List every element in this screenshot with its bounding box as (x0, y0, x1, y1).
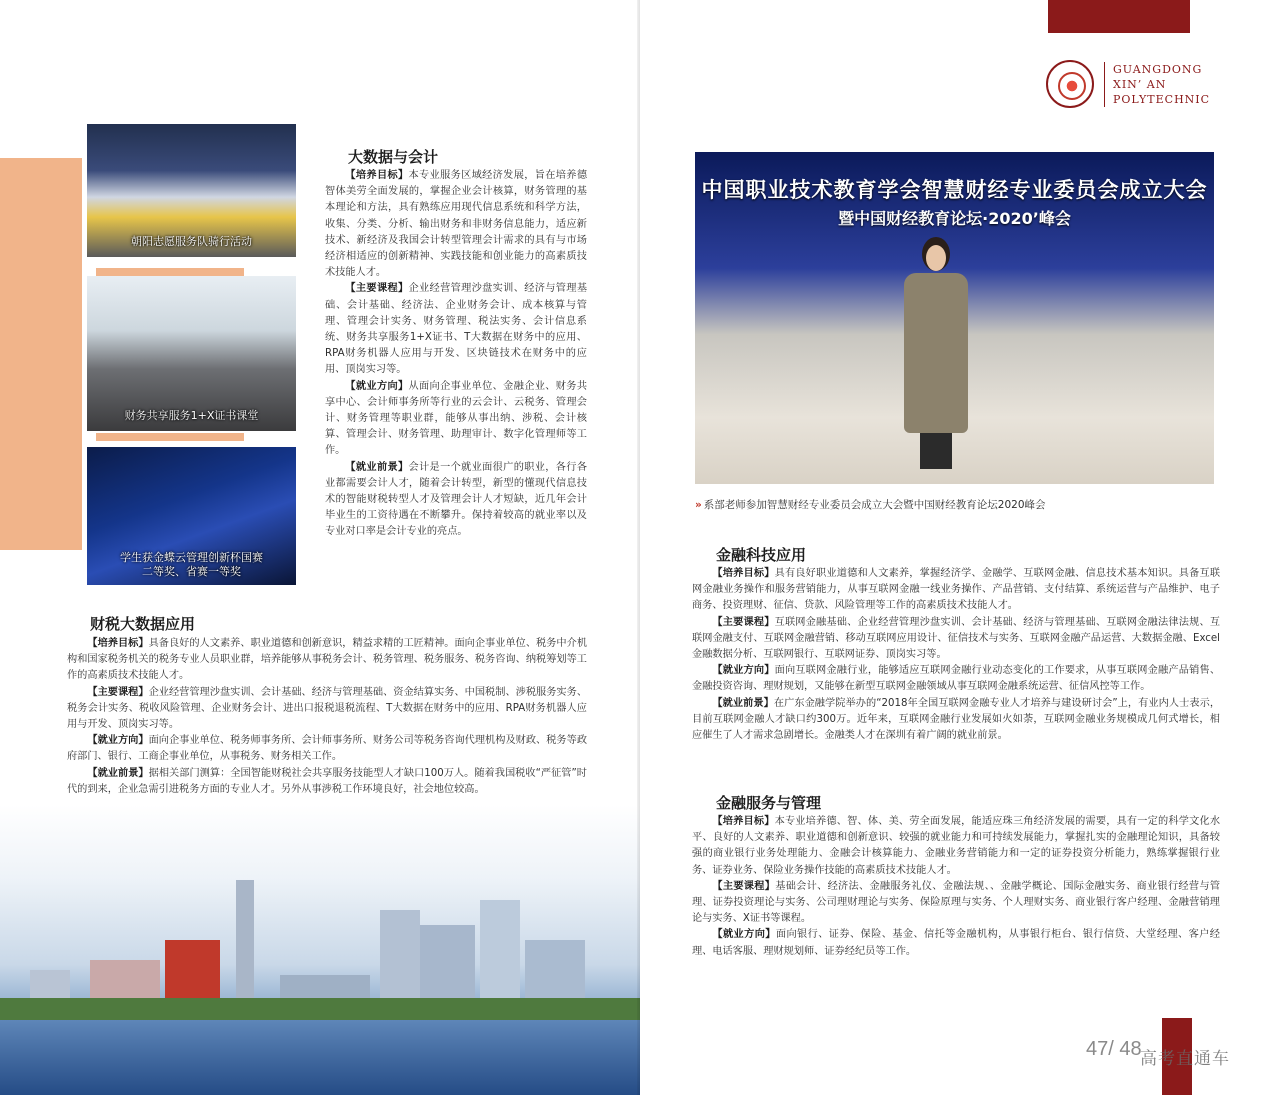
paragraph-job (67, 733, 587, 765)
text-future: 据相关部门测算：全国智能财税社会共享服务技能型人才缺口100万人。随着我国税收“严征管”时代的到来，企业急需引进税务方面的专业人才。另外从事涉税工作环境良好，社会地位较高。 (67, 767, 587, 795)
section-title: 金融服务与管理 (716, 794, 822, 812)
teacher-figure (900, 237, 970, 472)
paragraph-future (325, 460, 587, 541)
orange-side-bar (0, 158, 82, 550)
text-goal: 具有良好职业道德和人文素养，掌握经济学、金融学、互联网金融、信息技术基本知识。具备互联网金融业务操作和服务营销能力，从事互联网金融一线业务操作、产品营销、支付结算、系统运营与产品维护、电子商务、投资理财、征信、贷款、风险管理等工作的高素质技术技能人才。 (692, 568, 1221, 612)
city-skyline-image (0, 805, 640, 1095)
paragraph-course (325, 281, 587, 378)
text-job: 面向银行、证券、保险、基金、信托等金融机构，从事银行柜台、银行信贷、大堂经理、客户经理、电话客服、理财规划师、证券经纪员等工作。 (692, 929, 1220, 957)
section-body-fintech (692, 566, 1220, 744)
page-number: 47/ 48 (1086, 1038, 1142, 1060)
text-course: 互联网金融基础、企业经营管理沙盘实训、会计基础、经济与管理基础、互联网金融法律法规、互联网金融支付、互联网金融营销、移动互联网应用设计、征信技术与实务、互联网金融产品运营、大数据金融、Excel金融数据分析、互联网银行、互联网证券、顶岗实习等。 (692, 616, 1221, 661)
text-goal: 具备良好的人文素养、职业道德和创新意识，精益求精的工匠精神。面向企事业单位、税务中介机构和国家税务机关的税务专业人员职业群，培养能够从事税务会计、税务管理、税务服务、税务咨询、纳税筹划等工作的高素质技术技能人才。 (67, 638, 588, 682)
text-goal: 本专业培养德、智、体、美、劳全面发展，能适应珠三角经济发展的需要，具有一定的科学文化水平、良好的人文素养、职业道德和创新意识、较强的就业能力和可持续发展能力，掌握扎实的金融理论知识，具备较强的商业银行业务处理能力、金融会计核算能力、金融业务营销能力和一定的证券投资分析能力，熟练掌握银行业务、证券业务、保险业务操作技能的高素质技术技能人才。 (692, 816, 1221, 876)
school-name-english (1104, 62, 1210, 107)
conference-banner-subtitle: 暨中国财经教育论坛·2020’峰会 (838, 209, 1071, 228)
photo-accent-bar (96, 268, 244, 276)
text-course: 企业经营管理沙盘实训、经济与管理基础、会计基础、经济法、企业财务会计、成本核算与管理、管理会计实务、财务管理、税法实务、会计信息系统、财务共享服务1+X证书、T大数据在财务中的应用、RPA财务机器人应用与开发、区块链技术在财务中的应用、顶岗实习等。 (325, 283, 588, 376)
label-course: 【主要课程】 (712, 880, 776, 892)
photo-accent-bar (96, 433, 244, 441)
paragraph-course (67, 685, 587, 734)
conference-photo-caption (695, 497, 1046, 512)
text-job: 从面向企事业单位、金融企业、财务共享中心、会计师事务所等行业的云会计、云税务、管理会计、财务管理等职业群，能够从事出纳、涉税、会计核算、管理会计、财务管理、助理审计、数字化管理师等工作。 (325, 380, 588, 457)
photo-award-ceremony (87, 447, 296, 585)
paragraph-goal (692, 814, 1220, 879)
text-future: 会计是一个就业面很广的职业，各行各业都需要会计人才，随着会计转型，新型的懂现代信息技术的智能财税转型人才及管理会计人才短缺，近几年会计毕业生的工资待遇在不断攀升。保持着较高的就业率以及专业对口率是会计专业的亮点。 (325, 461, 588, 538)
label-future: 【就业前景】 (712, 697, 774, 709)
text-goal: 本专业服务区域经济发展，旨在培养德智体美劳全面发展的，掌握企业会计核算，财务管理的基本理论和方法，具有熟练应用现代信息系统和科学方法，收集、分类、分析、输出财务和非财务信息能力，适应新技术、新经济及我国会计转型管理会计需求的具有与市场经济相适应的创新精神、实践技能和创业能力的高素质技术技能人才。 (325, 170, 588, 279)
paragraph-future (67, 766, 587, 798)
paragraph-job (692, 663, 1220, 695)
section-title: 财税大数据应用 (90, 615, 196, 633)
label-goal: 【培养目标】 (712, 568, 775, 579)
paragraph-job (325, 379, 587, 460)
red-top-bar (1048, 0, 1190, 33)
section-title: 大数据与会计 (348, 148, 439, 166)
label-job: 【就业方向】 (345, 380, 409, 392)
school-logo (1046, 60, 1210, 108)
photo-caption: 朝阳志愿服务队骑行活动 (131, 235, 252, 248)
logo-line-1: GUANGDONG (1113, 62, 1203, 76)
caption-text: 系部老师参加智慧财经专业委员会成立大会暨中国财经教育论坛2020峰会 (703, 499, 1046, 511)
text-job: 面向互联网金融行业，能够适应互联网金融行业动态变化的工作要求，从事互联网金融产品销售、金融投资咨询、理财规划，又能够在新型互联网金融领域从事互联网金融系统运营、征信风控等工作。 (692, 665, 1221, 693)
photo-conference (695, 152, 1214, 484)
label-course: 【主要课程】 (345, 283, 409, 295)
label-future: 【就业前景】 (345, 461, 409, 473)
paragraph-job (692, 927, 1220, 959)
photo-caption: 财务共享服务1+X证书课堂 (124, 409, 259, 422)
section-title: 金融科技应用 (716, 546, 807, 564)
double-chevron-icon: » (695, 499, 702, 511)
conference-banner-title: 中国职业技术教育学会智慧财经专业委员会成立大会 (701, 178, 1208, 202)
logo-line-3: POLYTECHNIC (1113, 92, 1211, 106)
watermark: 高考直通车 (1140, 1049, 1230, 1069)
label-goal: 【培养目标】 (87, 638, 149, 649)
section-body-big-data-accounting (325, 168, 587, 541)
label-goal: 【培养目标】 (345, 170, 409, 181)
photo-caption (87, 551, 296, 579)
paragraph-goal (67, 636, 587, 685)
label-course: 【主要课程】 (87, 686, 149, 698)
text-job: 面向企事业单位、税务师事务所、会计师事务所、财务公司等税务咨询代理机构及财政、税务等政府部门、银行、工商企事业单位，从事税务、财务相关工作。 (67, 735, 588, 763)
water-reflection (0, 1020, 640, 1095)
school-emblem-icon (1046, 60, 1094, 108)
label-course: 【主要课程】 (712, 616, 775, 628)
photo-classroom (87, 276, 296, 431)
paragraph-goal (325, 168, 587, 281)
paragraph-future (692, 696, 1220, 745)
photo-cycling-volunteers (87, 124, 296, 257)
paragraph-goal (692, 566, 1220, 615)
section-body-tax-big-data (67, 636, 587, 798)
text-future: 在广东金融学院举办的“2018年全国互联网金融专业人才培养与建设研讨会”上，有业内人士表示，目前互联网金融人才缺口约300万。近年来，互联网金融行业发展如火如荼，互联网金融业务规模成几何式增长，相应催生了人才需求急剧增长。金融类人才在深圳有着广阔的就业前景。 (692, 697, 1221, 742)
label-future: 【就业前景】 (87, 767, 149, 779)
label-job: 【就业方向】 (87, 735, 149, 747)
photo-caption-line2: 二等奖、省赛一等奖 (142, 565, 241, 578)
logo-line-2: XIN’ AN (1113, 77, 1167, 91)
text-course: 企业经营管理沙盘实训、会计基础、经济与管理基础、资金结算实务、中国税制、涉税服务实务、税务会计实务、税收风险管理、企业财务会计、进出口报税退税流程、T大数据在财务中的应用、RPA财务机器人应用与开发、顶岗实习等。 (67, 686, 588, 731)
text-course: 基础会计、经济法、金融服务礼仪、金融法规、、金融学概论、国际金融实务、商业银行经营与管理、证券投资理论与实务、公司理财理论与实务、保险原理与实务、个人理财实务、商业银行客户经理、金融营销理论与实务、X证书等课程。 (692, 880, 1221, 925)
label-job: 【就业方向】 (712, 929, 776, 941)
photo-caption-line1: 学生获金蝶云管理创新杯国赛 (120, 551, 263, 564)
paragraph-course (692, 879, 1220, 928)
section-body-financial-services (692, 814, 1220, 960)
label-goal: 【培养目标】 (712, 816, 775, 827)
label-job: 【就业方向】 (712, 665, 775, 677)
paragraph-course (692, 615, 1220, 664)
